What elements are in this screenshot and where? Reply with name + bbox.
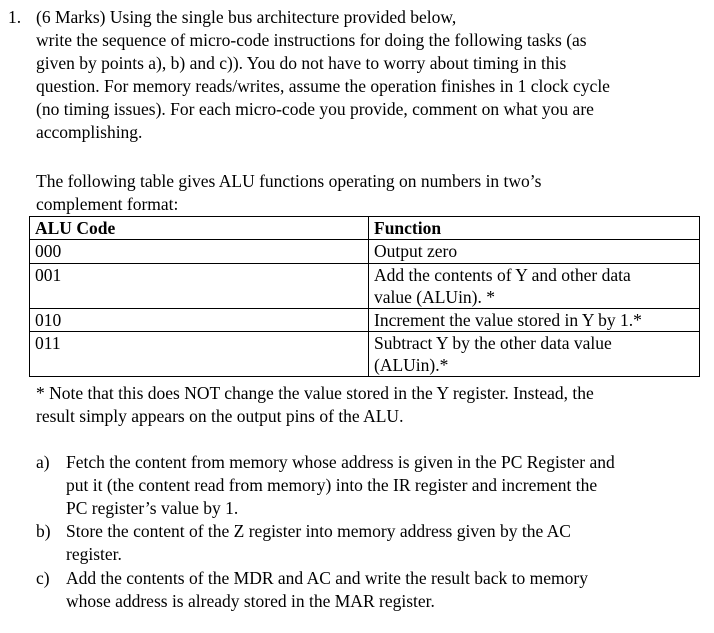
task-label: c)	[36, 568, 50, 588]
function-cell	[369, 240, 700, 264]
intro-line: (6 Marks) Using the single bus architecture provided below,	[36, 7, 457, 27]
function-cell	[369, 264, 700, 309]
table-row	[30, 264, 700, 309]
task-line: PC register’s value by 1.	[66, 498, 239, 518]
task-body	[66, 567, 588, 613]
table-row	[30, 332, 700, 377]
table-intro-line: complement format:	[36, 194, 179, 214]
task-label: a)	[36, 452, 50, 472]
alu-function-table	[29, 216, 700, 377]
alu-code-cell: 011	[30, 332, 369, 377]
table-intro	[36, 170, 541, 216]
task-line: Add the contents of the MDR and AC and write the result back to memory	[66, 568, 588, 588]
table-row	[30, 240, 700, 264]
function-line: Add the contents of Y and other data	[374, 265, 631, 285]
question-intro	[36, 6, 610, 144]
question-number: 1.	[8, 7, 22, 27]
alu-code-cell: 001	[30, 264, 369, 309]
task-line: whose address is already stored in the MAR register.	[66, 591, 435, 611]
function-line: value (ALUin). *	[374, 287, 496, 307]
intro-line: question. For memory reads/writes, assume the operation finishes in 1 clock cycle	[36, 76, 610, 96]
intro-line: given by points a), b) and c)). You do not have to worry about timing in this	[36, 53, 567, 73]
table-header-row	[30, 217, 700, 240]
table-intro-line: The following table gives ALU functions operating on numbers in two’s	[36, 171, 542, 191]
function-line: Increment the value stored in Y by 1.*	[374, 310, 642, 330]
alu-code-cell: 010	[30, 309, 369, 332]
header-alu-code: ALU Code	[30, 217, 369, 240]
task-body	[66, 520, 571, 566]
alu-code-cell: 000	[30, 240, 369, 264]
function-line: Subtract Y by the other data value	[374, 333, 612, 353]
function-cell	[369, 309, 700, 332]
task-line: Store the content of the Z register into memory address given by the AC	[66, 521, 571, 541]
note-line: result simply appears on the output pins of the ALU.	[36, 406, 404, 426]
task-label: b)	[36, 521, 51, 541]
task-line: put it (the content read from memory) into the IR register and increment the	[66, 475, 598, 495]
header-function: Function	[369, 217, 700, 240]
note-line: * Note that this does NOT change the value stored in the Y register. Instead, the	[36, 383, 594, 403]
function-line: Output zero	[374, 241, 458, 261]
intro-line: (no timing issues). For each micro-code you provide, comment on what you are	[36, 99, 594, 119]
table-note	[36, 382, 594, 428]
intro-line: write the sequence of micro-code instructions for doing the following tasks (as	[36, 30, 587, 50]
function-cell	[369, 332, 700, 377]
task-line: register.	[66, 544, 122, 564]
intro-line: accomplishing.	[36, 122, 143, 142]
table-row	[30, 309, 700, 332]
task-body	[66, 451, 615, 520]
task-line: Fetch the content from memory whose address is given in the PC Register and	[66, 452, 615, 472]
function-line: (ALUin).*	[374, 355, 449, 375]
